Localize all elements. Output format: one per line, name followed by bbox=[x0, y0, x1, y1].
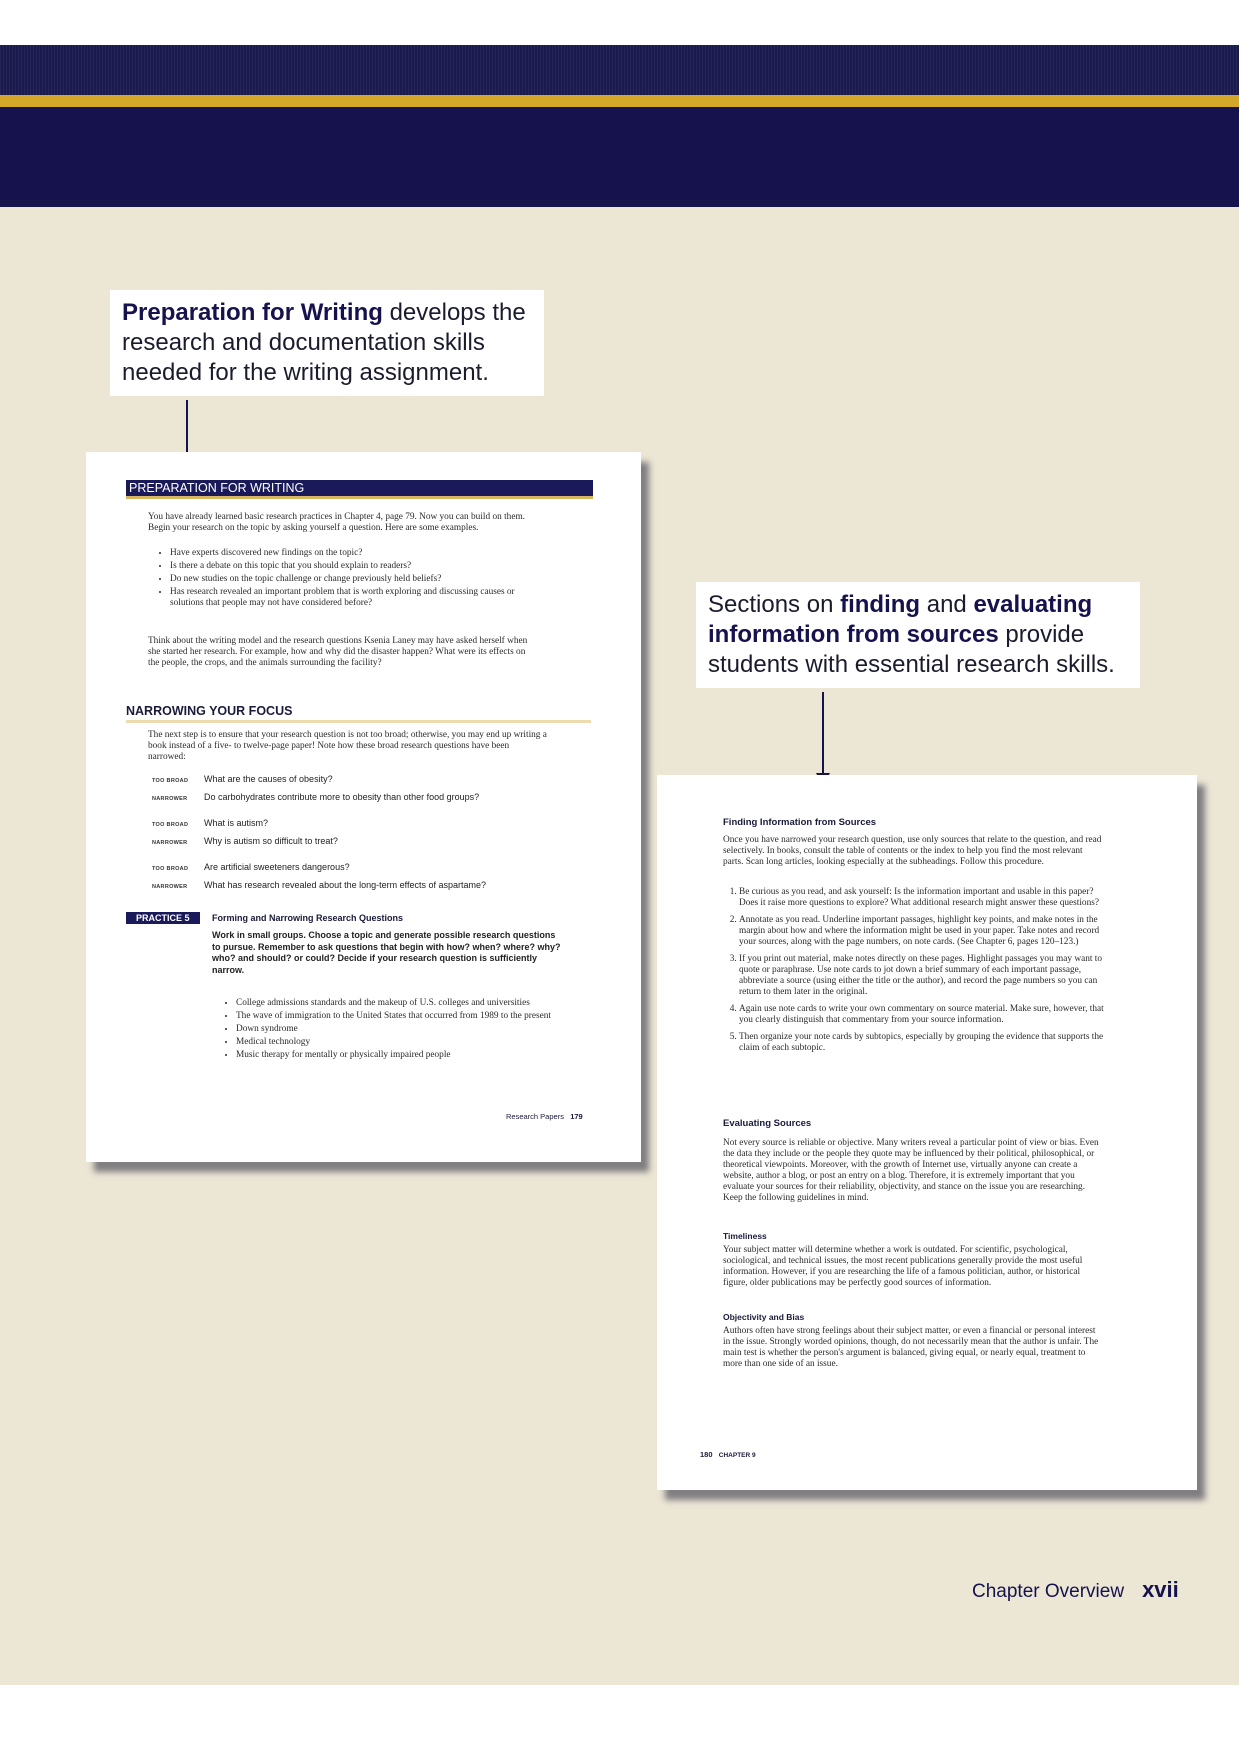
practice-title: Forming and Narrowing Research Questions bbox=[212, 913, 404, 923]
focus-heading: NARROWING YOUR FOCUS bbox=[126, 704, 293, 718]
narrower-tag: NARROWER bbox=[152, 796, 188, 802]
evaluating-paragraph: Not every source is reliable or objective. Many writers reveal a particular point of view or bias. Even the data they include or the people they quote may be influenced by their political, philosophical, or theoretical viewpoints. Moreover, with the growth of Internet use, virtually anyone can create a website, author a blog, or post an entry on a blog. Therefore, it is extremely important that you evaluate your sources for their reliability, objectivity, and stance on the issue you are researching. Keep the following guidelines in mind. bbox=[723, 1138, 1099, 1203]
folio-180: 180 CHAPTER 9 bbox=[700, 1450, 756, 1459]
list-item: • Is there a debate on this topic that you should explain to readers? bbox=[170, 561, 530, 572]
too-broad-tag: TOO BROAD bbox=[152, 866, 189, 872]
intro-paragraph: You have already learned basic research practices in Chapter 4, page 79. Now you can build on them. Begin your research on the topic by asking yourself a question. Here are some examples. bbox=[148, 512, 526, 533]
list-item: • Medical technology bbox=[236, 1037, 556, 1048]
focus-intro: The next step is to ensure that your research question is not too broad; otherwise, you may end up writing a book instead of a five- to twelve-page paper! Note how these broad research questions have been narrowed: bbox=[148, 730, 547, 762]
heading-rule bbox=[126, 720, 591, 723]
finding-heading: Finding Information from Sources bbox=[723, 817, 877, 828]
book-page-179 bbox=[86, 452, 641, 1162]
list-item: • Have experts discovered new findings on the topic? bbox=[170, 548, 530, 559]
procedure-steps bbox=[723, 887, 1109, 1060]
narrow-question: Do carbohydrates contribute more to obesity than other food groups? bbox=[204, 792, 480, 802]
folio-179: Research Papers 179 bbox=[506, 1112, 583, 1121]
arrow-right bbox=[822, 692, 824, 774]
narrow-question: What has research revealed about the long-term effects of aspartame? bbox=[204, 880, 486, 890]
timeliness-heading: Timeliness bbox=[723, 1231, 767, 1241]
top-band bbox=[0, 45, 1239, 95]
practice-text: Work in small groups. Choose a topic and generate possible research questions to pursue. Remember to ask questions that begin with how? when? where? why? who? and should? or could? Decide if your research question is sufficiently narrow. bbox=[212, 930, 561, 975]
narrow-question: Why is autism so difficult to treat? bbox=[204, 836, 338, 846]
list-item: • Has research revealed an important problem that is worth exploring and discussing causes or solutions that people may not have considered before? bbox=[170, 587, 530, 609]
book-page-180 bbox=[657, 775, 1197, 1490]
roman-page-number: xvii bbox=[1142, 1577, 1179, 1602]
list-item: • Do new studies on the topic challenge or change previously held beliefs? bbox=[170, 574, 530, 585]
list-item: 2. Annotate as you read. Underline important passages, highlight key points, and make notes in the margin about how and where the information might be used in your paper. Take notes and record your sources, along with the page numbers, on note cards. (See Chapter 6, pages 120–123.) bbox=[739, 915, 1109, 948]
list-item: • College admissions standards and the makeup of U.S. colleges and universities bbox=[236, 998, 556, 1009]
list-item: 1. Be curious as you read, and ask yourself: Is the information important and usable in this paper? Does it raise more questions to explore? What additional research might answer these questions? bbox=[739, 887, 1109, 909]
broad-question: Are artificial sweeteners dangerous? bbox=[204, 862, 350, 872]
practice-topics bbox=[222, 998, 556, 1063]
list-item: 5. Then organize your note cards by subtopics, especially by grouping the evidence that supports the claim of each subtopic. bbox=[739, 1032, 1109, 1054]
callout-preparation: Preparation for Writing develops the research and documentation skills needed for the writing assignment. bbox=[110, 290, 544, 396]
list-item: 4. Again use note cards to write your own commentary on source material. Make sure, however, that you clearly distinguish that commentary from your source information. bbox=[739, 1004, 1109, 1026]
callout-sources: Sections on finding and evaluating information from sources provide students with essential research skills. bbox=[696, 582, 1140, 688]
too-broad-tag: TOO BROAD bbox=[152, 822, 189, 828]
question-bullets bbox=[156, 548, 530, 611]
evaluating-heading: Evaluating Sources bbox=[723, 1118, 812, 1129]
broad-question: What is autism? bbox=[204, 818, 269, 828]
too-broad-tag: TOO BROAD bbox=[152, 778, 189, 784]
list-item: • Music therapy for mentally or physically impaired people bbox=[236, 1050, 556, 1061]
chapter-overview-footer: Chapter Overview xvii bbox=[972, 1577, 1179, 1602]
narrower-tag: NARROWER bbox=[152, 840, 188, 846]
think-paragraph: Think about the writing model and the research questions Ksenia Laney may have asked herself when she started her research. For example, how and why did the disaster happen? What were its effects on the people, the crops, and the animals surrounding the facility? bbox=[148, 636, 528, 668]
navy-header-band bbox=[0, 107, 1239, 207]
narrower-tag: NARROWER bbox=[152, 884, 188, 890]
list-item: 3. If you print out material, make notes directly on these pages. Highlight passages you may want to quote or paraphrase. Use note cards to jot down a brief summary of each important passage, abbreviate a source (using either the title or the author), and record the page numbers so you can return to them later in the original. bbox=[739, 954, 1109, 998]
list-item: • The wave of immigration to the United States that occurred from 1989 to the present bbox=[236, 1011, 556, 1022]
section-title-bar: PREPARATION FOR WRITING bbox=[126, 480, 593, 499]
objectivity-paragraph: Authors often have strong feelings about their subject matter, or even a financial or personal interest in the issue. Strongly worded opinions, though, do not necessarily mean that the author is unfair. The main test is whether the person's argument is balanced, giving equal, or nearly equal, treatment to more than one side of an issue. bbox=[723, 1326, 1099, 1369]
timeliness-paragraph: Your subject matter will determine whether a work is outdated. For scientific, psychological, sociological, and technical issues, the most recent publications generally provide the most useful information. However, if you are researching the life of a famous politician, author, or historical figure, older publications may be perfectly good sources of information. bbox=[723, 1245, 1083, 1288]
finding-intro: Once you have narrowed your research question, use only sources that relate to the question, and read selectively. In books, consult the table of contents or the index to help you find the most relevant parts. Scan long articles, looking especially at the subheadings. Follow this procedure. bbox=[723, 835, 1102, 867]
list-item: • Down syndrome bbox=[236, 1024, 556, 1035]
broad-question: What are the causes of obesity? bbox=[204, 774, 333, 784]
callout-bold: Preparation for Writing bbox=[122, 299, 383, 326]
practice-badge: PRACTICE 5 bbox=[126, 912, 200, 924]
gold-stripe bbox=[0, 95, 1239, 107]
objectivity-heading: Objectivity and Bias bbox=[723, 1312, 805, 1322]
